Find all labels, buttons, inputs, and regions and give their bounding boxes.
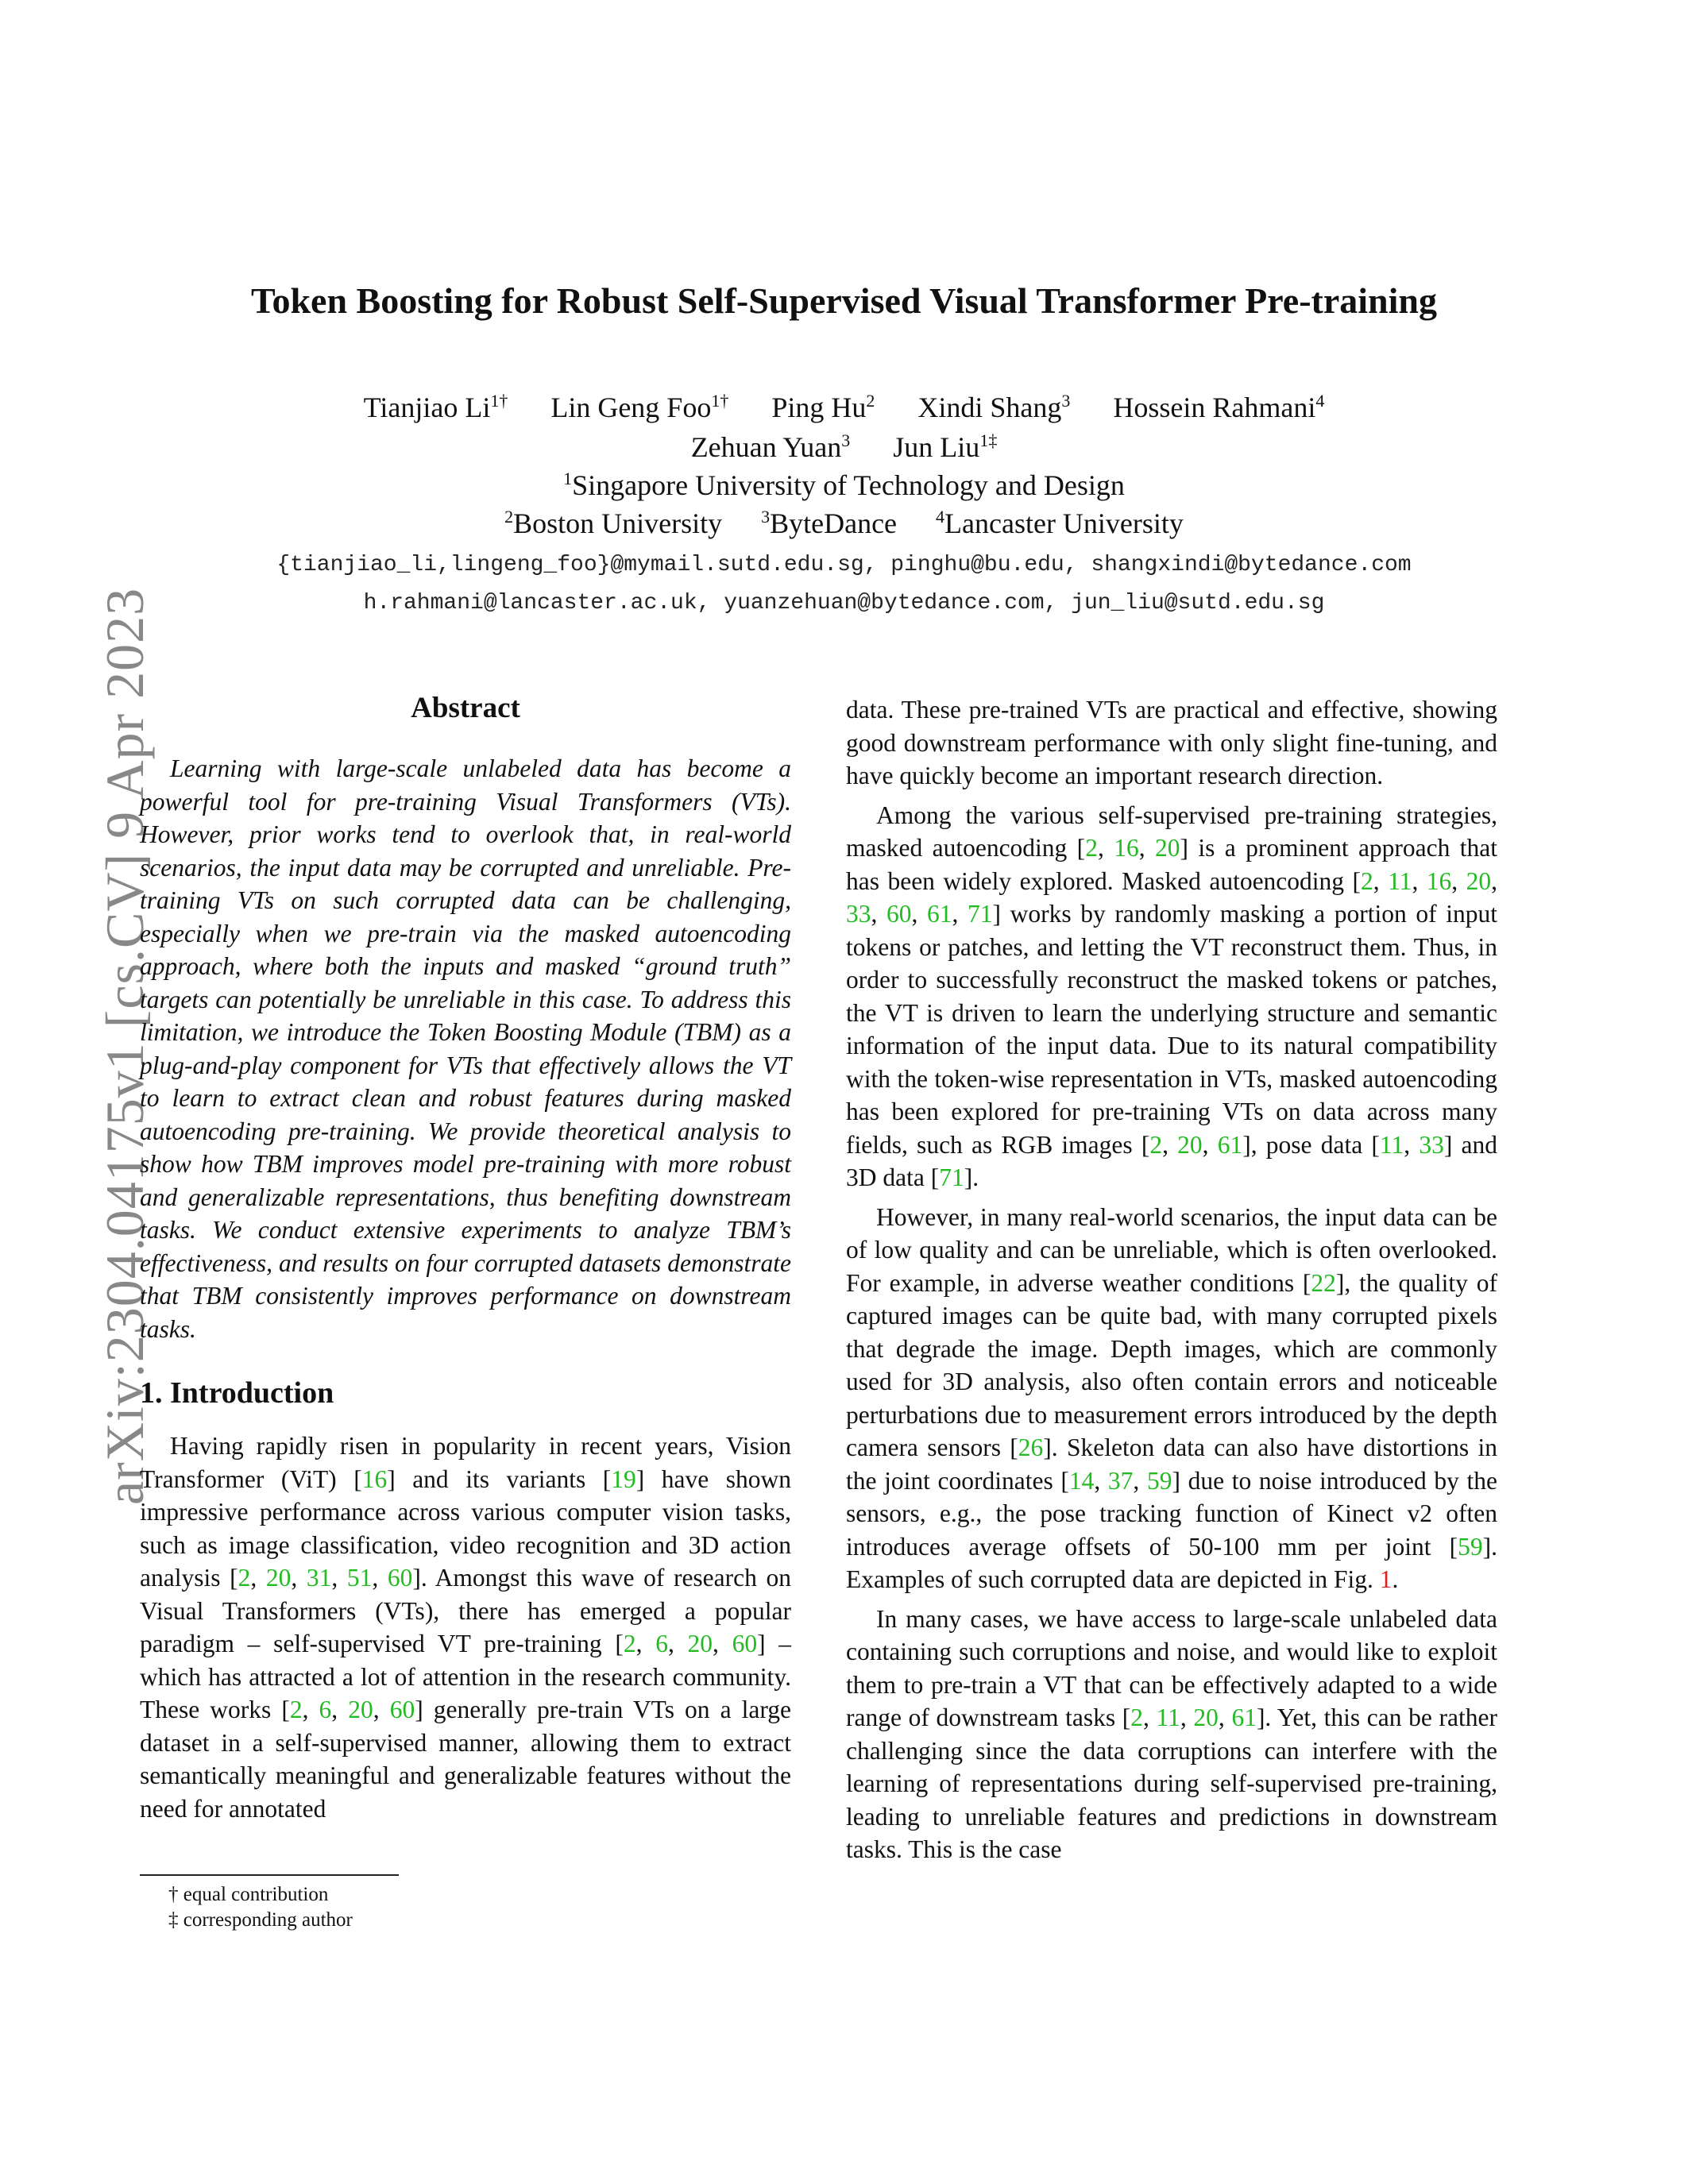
citation-link[interactable]: 60: [389, 1696, 415, 1723]
left-column: [140, 691, 791, 1825]
author-name: Zehuan Yuan$^3$: [690, 430, 851, 463]
citation-link[interactable]: 16: [1114, 834, 1139, 862]
figure-reference-link[interactable]: 1: [1379, 1565, 1393, 1593]
citation-link[interactable]: 16: [361, 1464, 388, 1493]
author-name: Xindi Shang$^3$: [917, 391, 1071, 423]
citation-link[interactable]: 51: [346, 1564, 373, 1592]
citation-link[interactable]: 11: [1156, 1704, 1180, 1731]
citation-link[interactable]: 11: [1379, 1130, 1404, 1159]
intro-paragraph-continued: data. These pre-trained VTs are practical and effective, showing good downstream performance with only slight fine-tuning, and have quickly become an important research direction.: [846, 696, 1497, 789]
citation-link[interactable]: 71: [968, 900, 993, 928]
citation-link[interactable]: 33: [846, 900, 871, 928]
affiliation: $^3$ByteDance: [761, 507, 898, 539]
citation-link[interactable]: 20: [687, 1630, 713, 1657]
citation-link[interactable]: 2: [623, 1630, 636, 1657]
citation-link[interactable]: 22: [1311, 1268, 1336, 1297]
citation-link[interactable]: 2: [1361, 866, 1373, 895]
citation-link[interactable]: 20: [1466, 866, 1492, 895]
citation-link[interactable]: 2: [238, 1564, 251, 1592]
affiliation: $^4$Lancaster University: [936, 507, 1184, 539]
intro-paragraph-2: Among the various self-supervised pre-training strategies, masked autoencoding [2, 16, 20] is a prominent approach that has been widely explored. Masked autoencoding [2, 11, 16, 20, 33, 60, 61, 71] works by randomly masking a portion of input tokens or patches, and letting the VT reconstruct them. Thus, in order to successfully reconstruct the masked tokens or patches, the VT is driven to learn the underlying structure and semantic information of the input data. Due to its natural compatibility with the token-wise representation in VTs, masked autoencoding has been explored for pre-training VTs on data across many fields, such as RGB images [2, 20, 61], pose data [11, 33] and 3D data [71].: [846, 801, 1498, 1191]
citation-link[interactable]: 2: [289, 1696, 303, 1723]
citation-link[interactable]: 20: [265, 1564, 292, 1592]
introduction-heading: 1. Introduction: [140, 1376, 334, 1410]
citation-link[interactable]: 6: [319, 1696, 332, 1723]
author-affiliation-mark: 3: [841, 430, 851, 450]
citation-link[interactable]: 2: [1085, 834, 1098, 862]
footnote-equal-contribution: † equal contribution: [168, 1884, 329, 1905]
right-column: [846, 693, 1497, 1866]
citation-link[interactable]: 11: [1388, 866, 1412, 895]
author-name: Ping Hu$^2$: [771, 391, 875, 423]
citation-link[interactable]: 37: [1107, 1466, 1134, 1495]
authors-row-1: [0, 391, 1688, 424]
abstract-heading: Abstract: [411, 692, 520, 724]
footnote-divider: [140, 1874, 399, 1876]
intro-paragraph-4: In many cases, we have access to large-scale unlabeled data containing such corruptions and noise, and would like to exploit them to pre-train a VT that can be effectively adapted to a wide range of downstream tasks [2, 11, 20, 61]. Yet, this can be rather challenging since the data corruptions can interfere with the learning of representations during self-supervised pre-training, leading to unreliable features and predictions in downstream tasks. This is the case: [846, 1604, 1497, 1863]
abstract-body: Learning with large-scale unlabeled data has become a powerful tool for pre-training Visual Transformers (VTs). However, prior works tend to overlook that, in real-world scenarios, the input data may be corrupted and unreliable. Pre-training VTs on such corrupted data can be challenging, especially when we pre-train via the masked autoencoding approach, where both the inputs and masked “ground truth” targets can potentially be unreliable in this case. To address this limitation, we introduce the Token Boosting Module (TBM) as a plug-and-play component for VTs that effectively allows the VT to learn to extract clean and robust features during masked autoencoding pre-training. We provide theoretical analysis to show how TBM improves model pre-training with more robust and generalizable representations, thus benefiting downstream tasks. We conduct extensive experiments to analyze TBM’s effectiveness, and results on four corrupted datasets demonstrate that TBM consistently improves performance on downstream tasks.: [140, 754, 791, 1343]
citation-link[interactable]: 20: [1177, 1130, 1203, 1159]
citation-link[interactable]: 61: [1217, 1130, 1243, 1159]
citation-link[interactable]: 20: [1193, 1704, 1219, 1731]
affiliation: $^1$Singapore University of Technology and Design: [563, 469, 1125, 501]
author-affiliation-mark: 3: [1061, 391, 1071, 411]
footnote-corresponding-author: ‡ corresponding author: [168, 1909, 353, 1931]
citation-link[interactable]: 71: [939, 1163, 964, 1191]
citation-link[interactable]: 2: [1149, 1130, 1163, 1159]
citation-link[interactable]: 2: [1130, 1704, 1143, 1731]
email-line-1: {tianjiao_li,lingeng_foo}@mymail.sutd.edu.sg, pinghu@bu.edu, shangxindi@bytedance.com: [276, 553, 1412, 577]
affiliation: $^2$Boston University: [504, 507, 723, 539]
author-name: Lin Geng Foo$^{1\dagger}$: [550, 391, 729, 423]
citation-link[interactable]: 14: [1068, 1466, 1095, 1495]
author-name: Hossein Rahmani$^4$: [1113, 391, 1325, 423]
intro-paragraph-3: However, in many real-world scenarios, the input data can be of low quality and can be unreliable, which is often overlooked. For example, in adverse weather conditions [22], the quality of captured images can be quite bad, with many corrupted pixels that degrade the image. Depth images, which are commonly used for 3D analysis, also often contain errors and noticeable perturbations due to measurement errors introduced by the depth camera sensors [26]. Skeleton data can also have distortions in the joint coordinates [14, 37, 59] due to noise introduced by the sensors, e.g., the pose tracking function of Kinect v2 often introduces average offsets of 50-100 mm per joint [59]. Examples of such corrupted data are depicted in Fig. 1.: [846, 1202, 1498, 1593]
affiliation-row-2: [0, 507, 1688, 540]
author-affiliation-mark: 4: [1315, 391, 1325, 411]
paper-title: Token Boosting for Robust Self-Supervised Visual Transformer Pre-training: [250, 280, 1437, 321]
citation-link[interactable]: 19: [611, 1464, 636, 1493]
citation-link[interactable]: 33: [1419, 1130, 1444, 1159]
citation-link[interactable]: 59: [1146, 1466, 1172, 1495]
citation-link[interactable]: 59: [1458, 1532, 1483, 1561]
author-affiliation-mark: 2: [866, 391, 875, 411]
arxiv-identifier: arXiv:2304.04175v1 [cs.CV] 9 Apr 2023: [95, 587, 155, 1505]
author-affiliation-mark: 1†: [490, 391, 508, 411]
citation-link[interactable]: 60: [732, 1630, 758, 1657]
citation-link[interactable]: 31: [306, 1564, 332, 1592]
affiliation-row-1: [0, 469, 1688, 502]
citation-link[interactable]: 61: [1231, 1704, 1257, 1731]
author-name: Jun Liu$^{1\ddagger}$: [893, 430, 998, 463]
citation-link[interactable]: 16: [1426, 866, 1452, 895]
author-name: Tianjiao $Li^{1\dagger}$: [363, 391, 508, 423]
authors-row-2: [0, 430, 1688, 464]
author-affiliation-mark: 1†: [711, 391, 729, 411]
citation-link[interactable]: 61: [927, 900, 952, 928]
citation-link[interactable]: 20: [1154, 834, 1180, 862]
citation-link[interactable]: 60: [886, 900, 912, 928]
intro-paragraph-1: Having rapidly risen in popularity in recent years, Vision Transformer (ViT) [16] and its variants [19] have shown impressive performance across various computer vision tasks, such as image classification, video recognition and 3D action analysis [2, 20, 31, 51, 60]. Amongst this wave of research on Visual Transformers (VTs), there has emerged a popular paradigm – self-supervised VT pre-training [2, 6, 20, 60] – which has attracted a lot of attention in the research community. These works [2, 6, 20, 60] generally pre-train VTs on a large dataset in a self-supervised manner, allowing them to extract semantically meaningful and generalizable features without the need for annotated: [140, 1432, 792, 1823]
citation-link[interactable]: 26: [1018, 1433, 1044, 1461]
citation-link[interactable]: 20: [348, 1696, 373, 1723]
email-line-2: h.rahmani@lancaster.ac.uk, yuanzehuan@bytedance.com, jun_liu@sutd.edu.sg: [363, 591, 1325, 615]
citation-link[interactable]: 60: [387, 1564, 413, 1592]
author-affiliation-mark: 1‡: [979, 430, 998, 450]
citation-link[interactable]: 6: [655, 1630, 668, 1657]
